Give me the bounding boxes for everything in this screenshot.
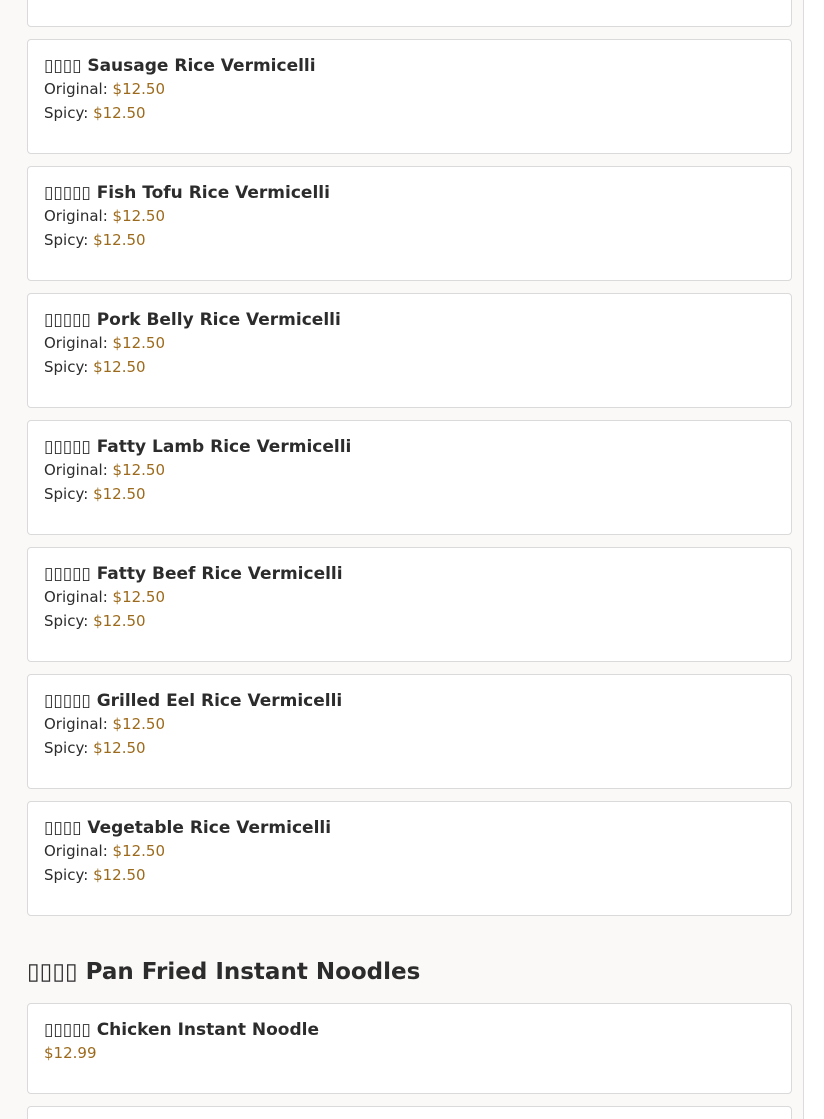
menu-item-card-sausage[interactable] [27, 39, 792, 154]
original-price: $12.50 [112, 334, 166, 352]
original-label: Original: [44, 334, 108, 352]
original-label: Original: [44, 842, 108, 860]
price-row [44, 1041, 775, 1065]
spicy-price: $12.50 [93, 358, 146, 376]
spicy-label: Spicy: [44, 358, 89, 376]
spicy-price-row [44, 863, 775, 887]
spicy-price: $12.50 [93, 739, 146, 757]
section-title-pan-fried-instant-noodles: ▯▯▯▯ Pan Fried Instant Noodles [27, 959, 421, 985]
menu-item-name: ▯▯▯▯▯ Pork Belly Rice Vermicelli [44, 310, 341, 330]
spicy-price: $12.50 [93, 612, 146, 630]
original-price: $12.50 [112, 207, 166, 225]
original-label: Original: [44, 80, 108, 98]
original-price: $12.50 [112, 715, 166, 733]
menu-item-card[interactable] [27, 1106, 792, 1119]
menu-item-card-fatty-lamb[interactable] [27, 420, 792, 535]
menu-item-card-fatty-beef[interactable] [27, 547, 792, 662]
original-price-row [44, 458, 775, 482]
menu-item-name: ▯▯▯▯▯ Grilled Eel Rice Vermicelli [44, 691, 343, 711]
spicy-price-row [44, 736, 775, 760]
menu-item-name: ▯▯▯▯▯ Fish Tofu Rice Vermicelli [44, 183, 330, 203]
spicy-label: Spicy: [44, 612, 89, 630]
original-price: $12.50 [112, 588, 166, 606]
menu-item-card[interactable] [27, 0, 792, 27]
spicy-label: Spicy: [44, 739, 89, 757]
original-price-row [44, 331, 775, 355]
menu-item-name: ▯▯▯▯▯ Fatty Lamb Rice Vermicelli [44, 437, 352, 457]
spicy-price-row [44, 228, 775, 252]
item-price: $12.99 [44, 1044, 97, 1062]
original-price-row [44, 77, 775, 101]
menu-item-card-chicken-instant-noodle[interactable] [27, 1003, 792, 1094]
original-price-row [44, 585, 775, 609]
spicy-label: Spicy: [44, 485, 89, 503]
menu-item-name: ▯▯▯▯▯ Fatty Beef Rice Vermicelli [44, 564, 343, 584]
original-label: Original: [44, 461, 108, 479]
original-price-row [44, 204, 775, 228]
spicy-price: $12.50 [93, 104, 146, 122]
menu-item-card-pork-belly[interactable] [27, 293, 792, 408]
original-price: $12.50 [112, 461, 166, 479]
spicy-price: $12.50 [93, 866, 146, 884]
original-label: Original: [44, 715, 108, 733]
spicy-label: Spicy: [44, 104, 89, 122]
menu-item-card-vegetable[interactable] [27, 801, 792, 916]
menu-item-name: ▯▯▯▯▯ Chicken Instant Noodle [44, 1020, 319, 1040]
original-label: Original: [44, 207, 108, 225]
spicy-price-row [44, 101, 775, 125]
original-price: $12.50 [112, 80, 166, 98]
menu-item-name: ▯▯▯▯ Sausage Rice Vermicelli [44, 56, 316, 76]
spicy-label: Spicy: [44, 231, 89, 249]
spicy-price-row [44, 609, 775, 633]
menu-item-card-grilled-eel[interactable] [27, 674, 792, 789]
spicy-price: $12.50 [93, 485, 146, 503]
original-price-row [44, 839, 775, 863]
spicy-label: Spicy: [44, 866, 89, 884]
menu-list [27, 0, 792, 1119]
menu-item-card-fish-tofu[interactable] [27, 166, 792, 281]
original-label: Original: [44, 588, 108, 606]
spicy-price: $12.50 [93, 231, 146, 249]
spicy-price-row [44, 482, 775, 506]
menu-item-name: ▯▯▯▯ Vegetable Rice Vermicelli [44, 818, 332, 838]
original-price: $12.50 [112, 842, 166, 860]
original-price-row [44, 712, 775, 736]
spicy-price-row [44, 355, 775, 379]
